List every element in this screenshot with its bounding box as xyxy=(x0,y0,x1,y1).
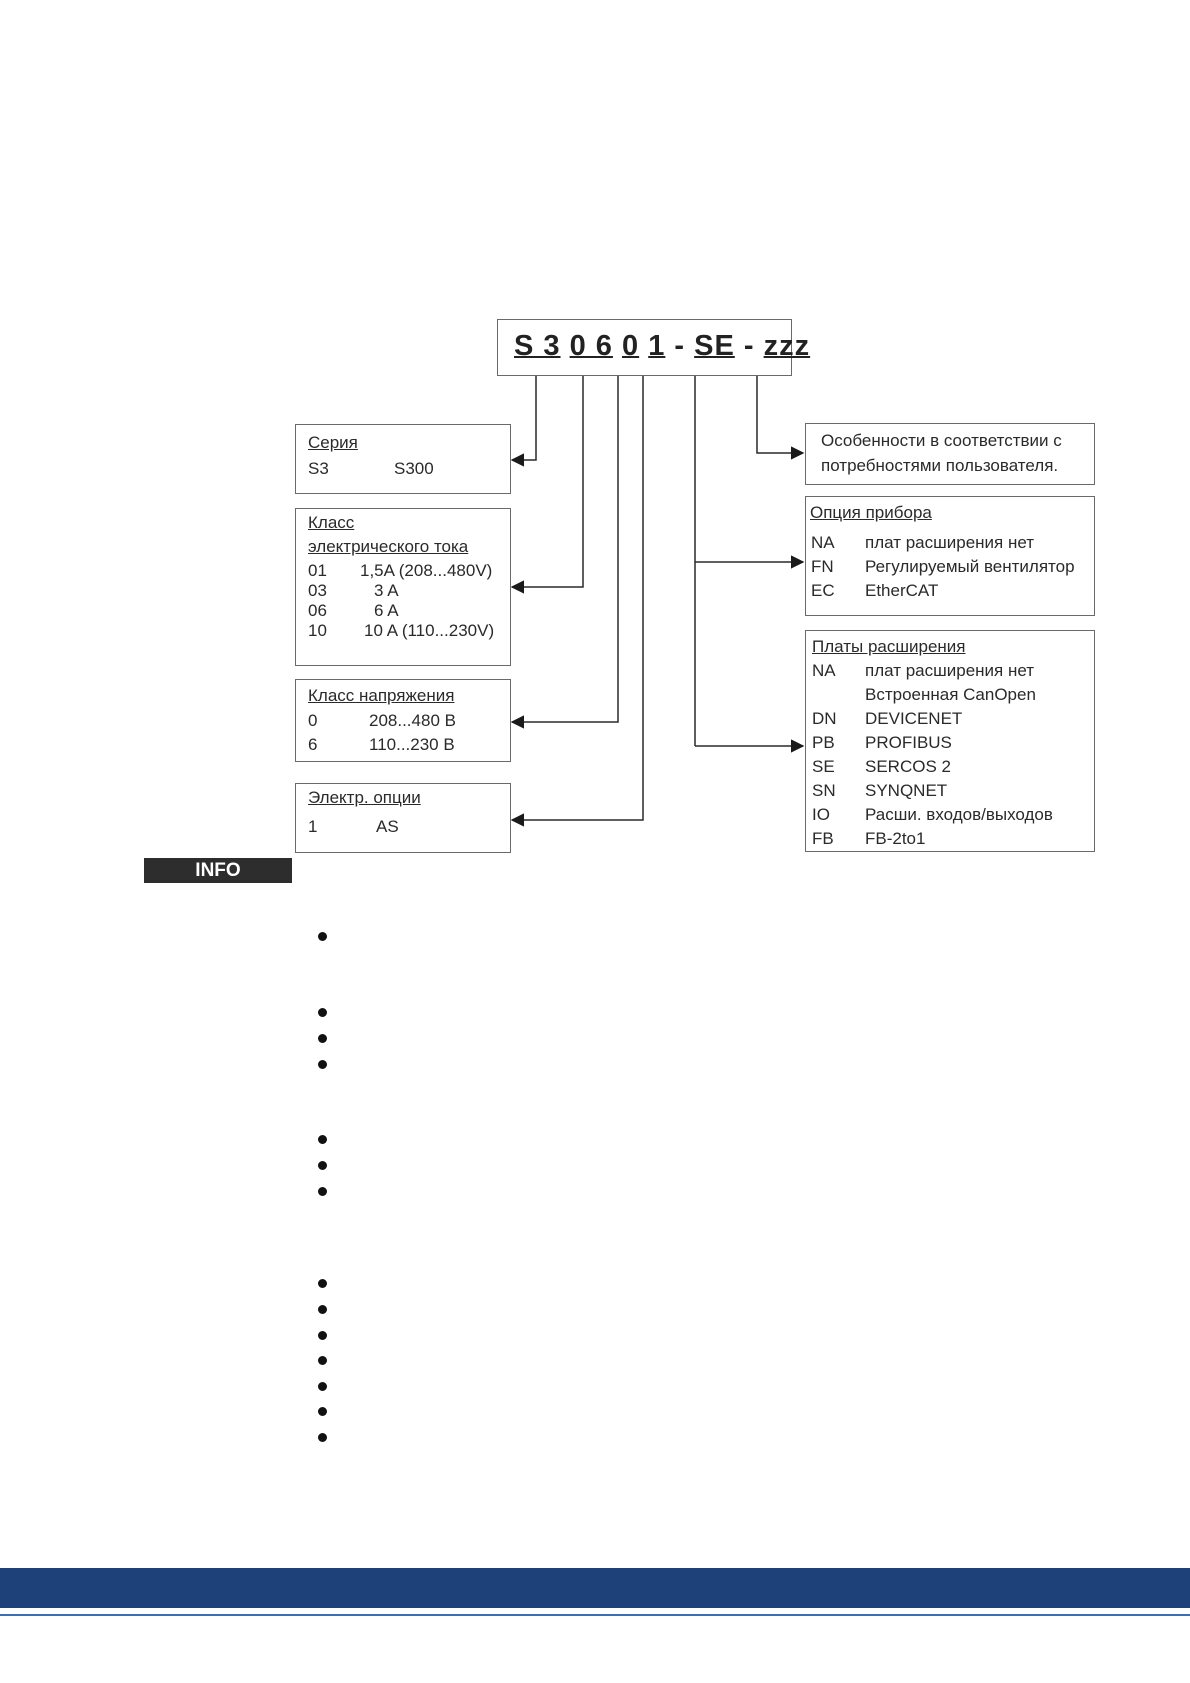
expansion-code: FB xyxy=(812,829,834,848)
connector-electrical-options xyxy=(512,366,643,820)
electrical-options-box xyxy=(295,783,511,853)
current-code: 01 xyxy=(308,561,327,580)
voltage-value: 208...480 В xyxy=(369,711,456,730)
voltage-class-title: Класс напряжения xyxy=(308,686,455,705)
expansion-value: SYNQNET xyxy=(865,781,948,800)
bullet-point xyxy=(318,1161,327,1170)
bullet-point xyxy=(318,1382,327,1391)
bullet-point xyxy=(318,1187,327,1196)
device-option-title: Опция прибора xyxy=(810,503,932,522)
footer-bar xyxy=(0,1568,1190,1608)
bullet-point xyxy=(318,1008,327,1017)
current-class-subtitle: электрического тока xyxy=(308,537,469,556)
expansion-code: DN xyxy=(812,709,837,728)
code-part-current: 0 6 xyxy=(569,330,613,362)
expansion-value: FB-2to1 xyxy=(865,829,926,848)
current-value: 10 A (110...230V) xyxy=(364,621,495,640)
device-option-box xyxy=(805,496,1095,616)
electrical-option-value: AS xyxy=(376,817,399,836)
expansion-code: SE xyxy=(812,757,835,776)
series-code: S3 xyxy=(308,459,329,478)
current-code: 03 xyxy=(308,581,327,600)
series-title: Серия xyxy=(308,433,358,452)
bullet-point xyxy=(318,1305,327,1314)
custom-line-1: Особенности в соответствии с xyxy=(821,431,1062,450)
type-code-box xyxy=(497,319,811,376)
voltage-class-box xyxy=(295,679,511,762)
electrical-option-code: 1 xyxy=(308,817,318,836)
voltage-code: 0 xyxy=(308,711,318,730)
voltage-value: 110...230 В xyxy=(369,735,455,754)
current-code: 06 xyxy=(308,601,327,620)
code-separator: - xyxy=(743,330,755,362)
connector-current-class xyxy=(512,366,583,587)
device-option-code: FN xyxy=(811,557,834,576)
expansion-code: SN xyxy=(812,781,836,800)
bullet-point xyxy=(318,1356,327,1365)
connector-series xyxy=(512,366,536,460)
bullet-point xyxy=(318,932,327,941)
custom-box xyxy=(805,423,1095,485)
bullet-point xyxy=(318,1135,327,1144)
current-class-box xyxy=(295,508,511,666)
custom-line-2: потребностями пользователя. xyxy=(821,456,1059,475)
footer-line xyxy=(0,1614,1190,1616)
expansion-code: NA xyxy=(812,661,836,680)
expansion-value: PROFIBUS xyxy=(865,733,952,752)
series-box xyxy=(295,424,511,494)
bullet-point xyxy=(318,1433,327,1442)
connector-voltage-class xyxy=(512,366,618,722)
device-option-value: плат расширения нет xyxy=(865,533,1035,552)
current-value: 1,5A (208...480V) xyxy=(360,561,493,580)
current-value: 3 A xyxy=(374,581,399,600)
bullet-point xyxy=(318,1407,327,1416)
connector-custom xyxy=(757,366,803,453)
code-part-series: S 3 xyxy=(514,330,561,362)
code-part-electrical: 1 xyxy=(648,330,666,362)
device-option-value: EtherCAT xyxy=(865,581,939,600)
type-code xyxy=(514,330,810,363)
bullet-point xyxy=(318,1279,327,1288)
bullet-point xyxy=(318,1060,327,1069)
expansion-value: Расши. входов/выходов xyxy=(865,805,1053,824)
expansion-value: DEVICENET xyxy=(865,709,963,728)
series-value: S300 xyxy=(394,459,434,478)
code-separator: - xyxy=(674,330,686,362)
device-option-code: NA xyxy=(811,533,835,552)
electrical-options-title: Электр. опции xyxy=(308,788,421,807)
expansion-value: Встроенная CanOpen xyxy=(865,685,1036,704)
expansion-value: SERCOS 2 xyxy=(865,757,951,776)
info-badge: INFO xyxy=(144,858,292,883)
current-class-title: Класс xyxy=(308,513,355,532)
code-part-custom: zzz xyxy=(763,330,811,362)
current-code: 10 xyxy=(308,621,327,640)
bullet-point xyxy=(318,1331,327,1340)
code-part-voltage: 0 xyxy=(621,330,640,362)
expansion-cards-box xyxy=(805,630,1095,852)
bullet-point xyxy=(318,1034,327,1043)
expansion-code: IO xyxy=(812,805,830,824)
expansion-cards-title: Платы расширения xyxy=(812,637,966,656)
expansion-code: PB xyxy=(812,733,835,752)
device-option-value: Регулируемый вентилятор xyxy=(865,557,1075,576)
expansion-value: плат расширения нет xyxy=(865,661,1035,680)
code-part-options: SE xyxy=(694,330,735,362)
device-option-code: EC xyxy=(811,581,835,600)
current-value: 6 A xyxy=(374,601,399,620)
voltage-code: 6 xyxy=(308,735,318,754)
